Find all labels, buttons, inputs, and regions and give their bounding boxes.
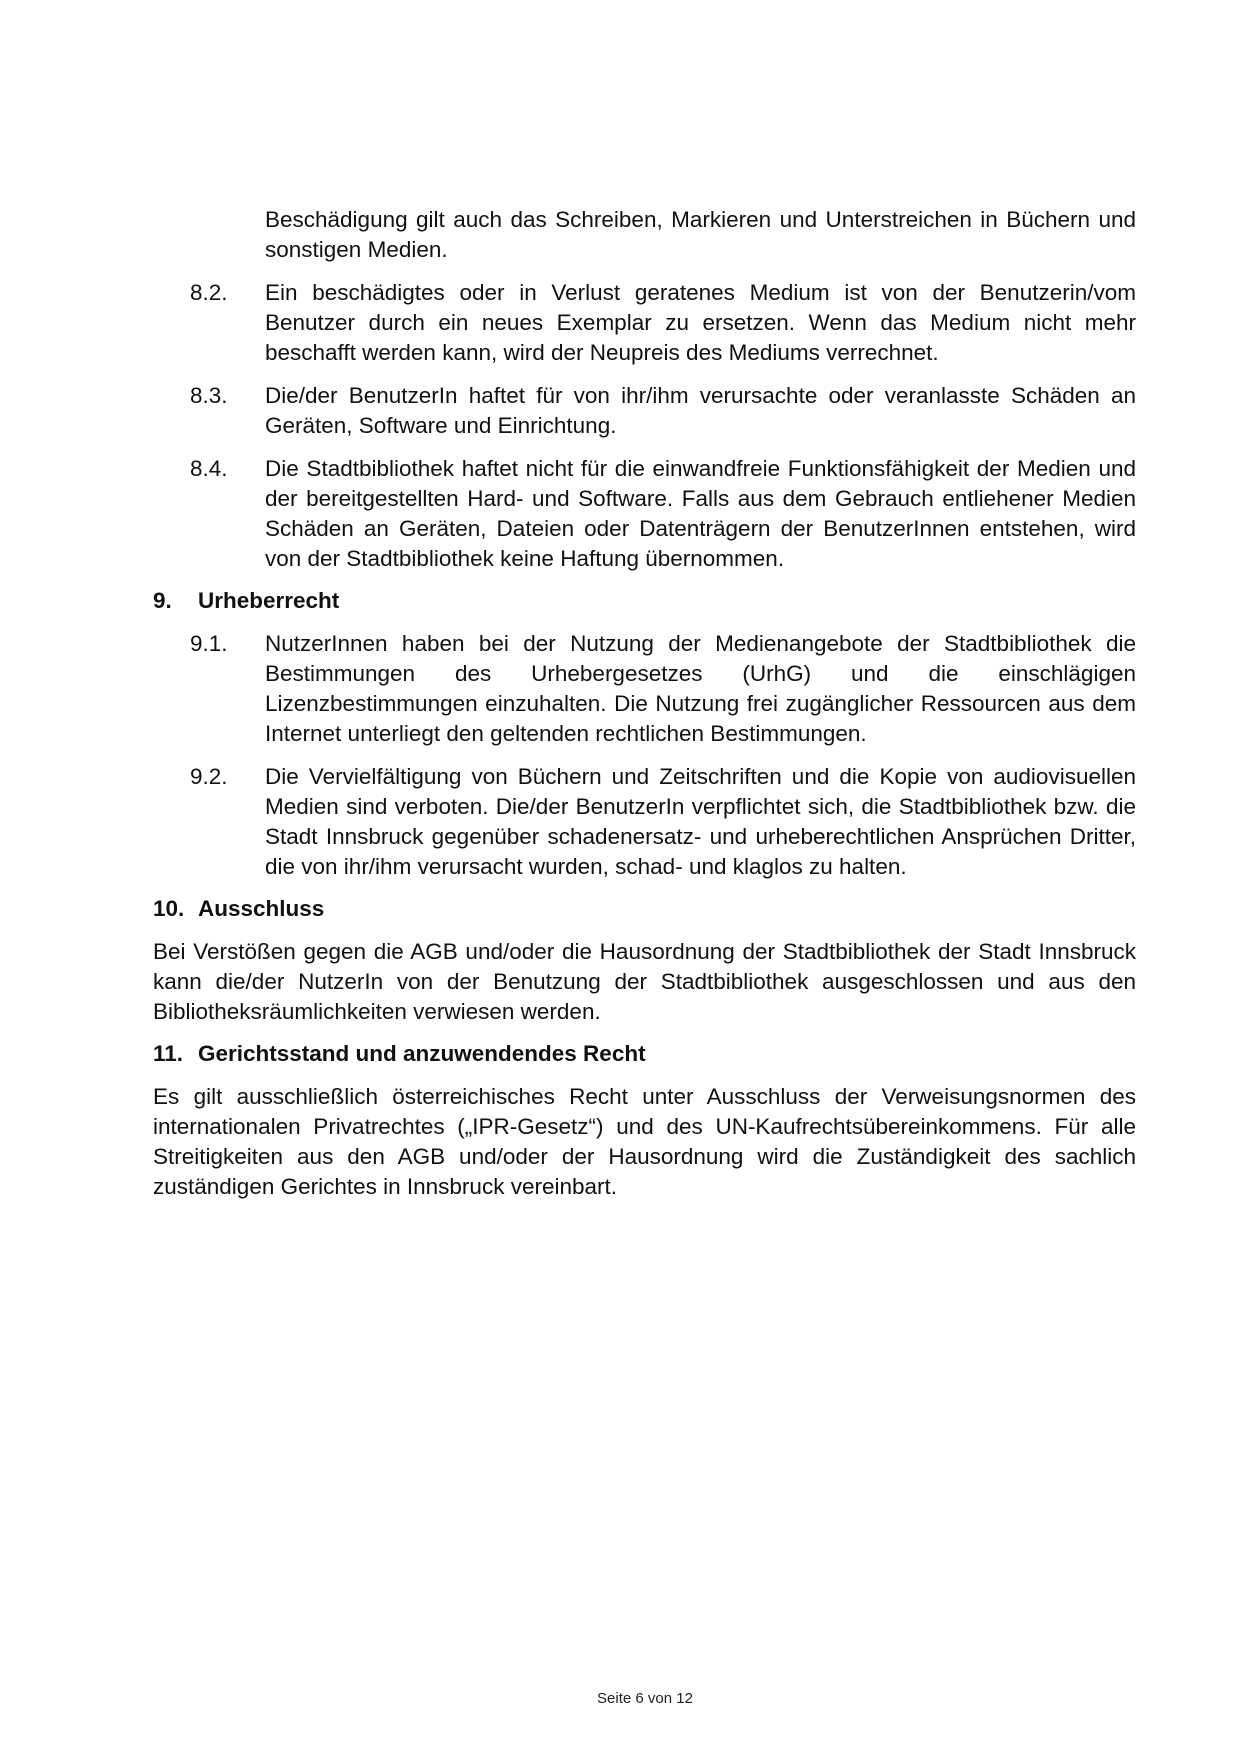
section-heading-11: [153, 1039, 1136, 1069]
section-number: 9.: [153, 588, 172, 613]
document-body: [153, 205, 1136, 1202]
item-number: 8.2.: [190, 280, 228, 305]
item-8-4: [153, 454, 1136, 574]
item-text: Die Stadtbibliothek haftet nicht für die einwandfreie Funktionsfähigkeit der Medien und der bereitgestellten Hard- und Software. Falls aus dem Gebrauch entliehener Medien Schäden an Geräten, Dateien oder Datenträgern der BenutzerInnen entstehen, wird von der Stadtbibliothek keine Haftung übernommen.: [265, 456, 1136, 571]
section-number: 10.: [153, 896, 185, 921]
item-9-2: [153, 762, 1136, 882]
section-number: 11.: [153, 1041, 184, 1066]
item-number: 9.2.: [190, 764, 228, 789]
item-text: Die Vervielfältigung von Büchern und Zeitschriften und die Kopie von audiovisuellen Medien sind verboten. Die/der BenutzerIn verpflichtet sich, die Stadtbibliothek bzw. die Stadt Innsbruck gegenüber schadenersatz- und urheberechtlichen Ansprüchen Dritter, die von ihr/ihm verursacht wurden, schad- und klaglos zu halten.: [265, 764, 1136, 879]
item-8-2: [153, 278, 1136, 368]
item-8-3: [153, 381, 1136, 441]
item-8-1-continuation: Beschädigung gilt auch das Schreiben, Markieren und Unterstreichen in Büchern und sonstigen Medien.: [265, 207, 1136, 262]
item-text: Die/der BenutzerIn haftet für von ihr/ihm verursachte oder veranlasste Schäden an Geräten, Software und Einrichtung.: [265, 383, 1136, 438]
section-title: Urheberrecht: [198, 588, 340, 613]
item-number: 9.1.: [190, 631, 228, 656]
item-text: NutzerInnen haben bei der Nutzung der Medienangebote der Stadtbibliothek die Bestimmungen des Urhebergesetzes (UrhG) und die einschlägigen Lizenzbestimmungen einzuhalten. Die Nutzung frei zugänglicher Ressourcen aus dem Internet unterliegt den geltenden rechtlichen Bestimmungen.: [265, 631, 1136, 746]
section-heading-9: [153, 586, 1136, 616]
section-10-paragraph: Bei Verstößen gegen die AGB und/oder die Hausordnung der Stadtbibliothek der Stadt Innsbruck kann die/der NutzerIn von der Benutzung der Stadtbibliothek ausgeschlossen und aus den Bibliotheksräumlichkeiten verwiesen werden.: [153, 939, 1136, 1024]
item-number: 8.3.: [190, 383, 228, 408]
page-footer: Seite 6 von 12: [597, 1690, 693, 1707]
section-11-paragraph: Es gilt ausschließlich österreichisches Recht unter Ausschluss der Verweisungsnormen des internationalen Privatrechtes („IPR-Gesetz“) und des UN-Kaufrechtsübereinkommens. Für alle Streitigkeiten aus den AGB und/oder der Hausordnung wird die Zuständigkeit des sachlich zuständigen Gerichtes in Innsbruck vereinbart.: [153, 1084, 1136, 1199]
section-title: Ausschluss: [198, 896, 325, 921]
item-text: Ein beschädigtes oder in Verlust geratenes Medium ist von der Benutzerin/vom Benutzer durch ein neues Exemplar zu ersetzen. Wenn das Medium nicht mehr beschafft werden kann, wird der Neupreis des Mediums verrechnet.: [265, 280, 1136, 365]
section-heading-10: [153, 894, 1136, 924]
item-9-1: [153, 629, 1136, 749]
item-number: 8.4.: [190, 456, 228, 481]
section-title: Gerichtsstand und anzuwendendes Recht: [198, 1041, 646, 1066]
